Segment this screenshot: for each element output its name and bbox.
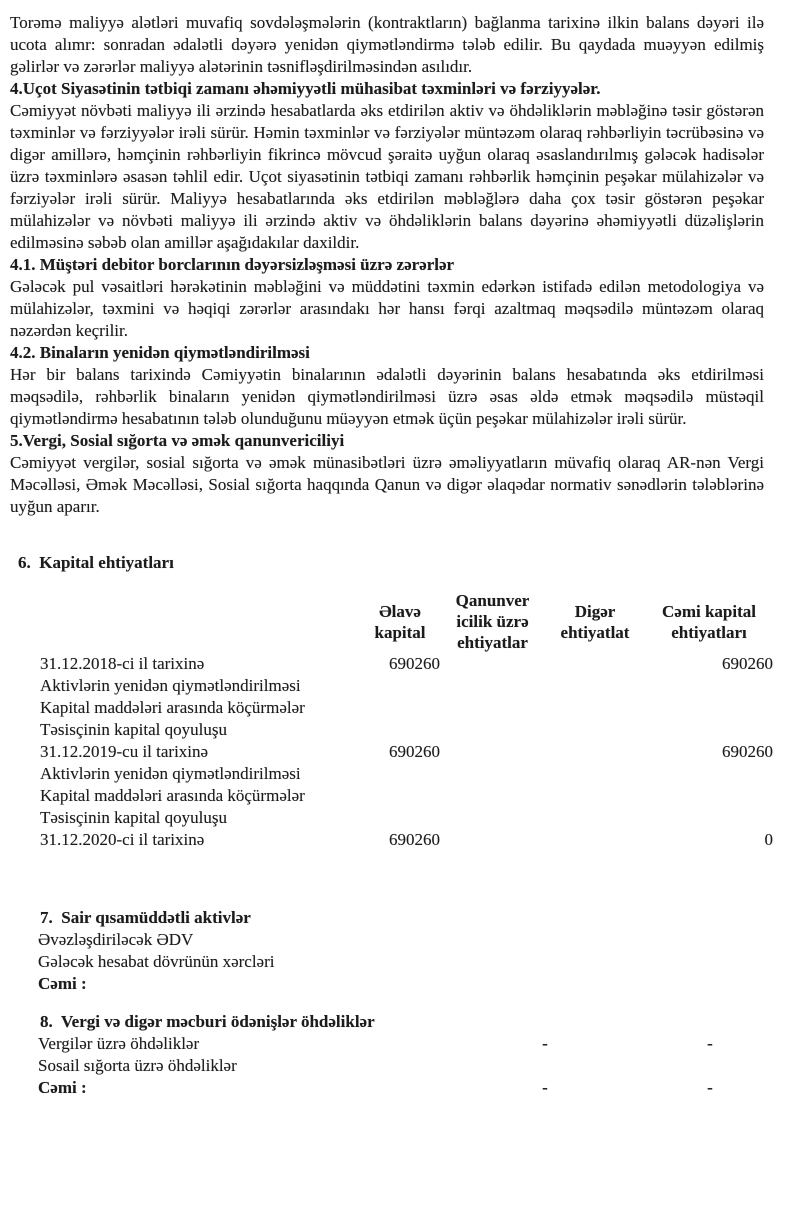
cell-cemi: 690260 [722,742,773,761]
cell-elave [360,763,440,785]
table-row [10,1077,770,1099]
capital-table-header-row [10,590,773,653]
cell-diger [545,829,645,851]
cell-value-1: - [542,1078,548,1097]
cell-elave [360,719,440,741]
column-header-empty [10,590,360,653]
section-5-body: Cəmiyyət vergilər, sosial sığorta və əmək münasibətləri üzrə əməliyyatların müvafiq olaraq AR-nən Vergi Məcəlləsi, Əmək Məcəlləsi, Sosial sığorta haqqında Qanun və digər əlaqədar normativ sənədlərin tələblərinə uyğun aparır. [10,453,764,516]
row-label: Aktivlərin yenidən qiymətləndirilməsi [40,676,301,695]
table-row [10,829,773,851]
section-5-heading: 5.Vergi, Sosial sığorta və əmək qanunvericiliyi [10,431,345,450]
row-label: Aktivlərin yenidən qiymətləndirilməsi [40,764,301,783]
cell-cemi [645,807,773,829]
row-label: Sosail sığorta üzrə öhdəliklər [38,1056,237,1075]
cell-qanun [440,675,545,697]
intro-paragraph: Torəmə maliyyə alətləri muvafiq sovdələşmələrin (kontraktların) bağlanma tarixinə ilkin balans dəyəri ilə ucota alımr: sonradan ədalətli dəyərə yenidən qiymətləndirmə tələb edilir. Bu qaydada muəyyən edilmiş gəlirlər və zərərlər maliyyə alətərinin təsnifləşdirilməsindən asılıdır. [10,13,764,76]
cell-diger [545,785,645,807]
cell-diger [545,807,645,829]
column-header-elave-kapital: Əlavə kapital [374,601,426,642]
cell-qanun [440,719,545,741]
row-label: Kapital maddələri arasında köçürmələr [40,786,305,805]
list-item: Əvəzləşdiriləcək ƏDV [38,930,194,949]
cell-diger [545,763,645,785]
cell-value-1: - [542,1034,548,1053]
cell-cemi [645,785,773,807]
cell-qanun [440,653,545,675]
column-header-diger-ehtiyatlar: Digər ehtiyatlat [560,601,630,642]
column-header-qanunvericilik: Qanunver icilik üzrə ehtiyatlar [455,591,530,652]
cell-qanun [440,741,545,763]
cell-qanun [440,829,545,851]
cell-elave [360,697,440,719]
total-label: Cəmi : [38,1078,87,1097]
cell-diger [545,741,645,763]
list-item: Gələcək hesabat dövrünün xərcləri [38,952,275,971]
cell-cemi [645,675,773,697]
section-4-body: Cəmiyyət növbəti maliyyə ili ərzində hesabatlarda əks etdirilən aktiv və öhdəliklərin məbləğinə təsir göstərən təxminlər və fərziyyələr irəli sürür. Həmin təxminlər və fərziyələr müntəzəm olaraq rəhbərliyin təcrübəsinə və digər amillərə, həmçinin rəhbərliyin fikrincə mövcud şəraitə uyğun olaraq əsaslandırılmış gələcək hadisələr üzrə təxminlərə əsasən təhlil edir. Uçot siyasətinin tətbiqi zamanı rəhbərlik həmçinin peşəkar mülahizələr və fərziyələr irəli sürür. Maliyyə hesabatlarında əks etdirilən məbləğlərə daha çox təsir göstərən peşəkar mülahizələr və növbəti maliyyə ili ərzində aktiv və öhdəliklərin balans dəyərinə əhəmiyyətli düzəlişlərin edilməsinə səbəb olan amillər aşağıdakılar daxildir. [10,101,764,252]
cell-value-2: - [707,1034,713,1053]
cell-diger [545,653,645,675]
row-label: Təsisçinin kapital qoyuluşu [40,808,227,827]
section-6-heading: 6. Kapital ehtiyatları [18,553,174,572]
table-row [10,653,773,675]
cell-diger [545,675,645,697]
cell-elave: 690260 [389,742,440,761]
row-label: 31.12.2019-cu il tarixinə [40,742,209,761]
row-label: Vergilər üzrə öhdəliklər [38,1034,200,1053]
cell-diger [545,719,645,741]
cell-cemi [645,763,773,785]
section-4-1-heading: 4.1. Müştəri debitor borclarının dəyərsizləşməsi üzrə zərərlər [10,255,455,274]
table-row [10,675,773,697]
cell-elave [360,785,440,807]
table-row [10,1055,770,1077]
cell-cemi [645,697,773,719]
section-4-2-body: Hər bir balans tarixində Cəmiyyətin binalarının ədalətli dəyərinin balans hesabatında əks etdirilməsi məqsədilə, rəhbərlik binaların yenidən qiymətləndirilməsi üzrə əsas əldə etmək məqsədilə müstəqil qiymətləndirmə hesabatının tələb olunduğunu müəyyən etmək üçün peşəkar mülahizələr irəli sürür. [10,365,764,428]
cell-diger [545,697,645,719]
cell-elave [360,675,440,697]
tax-liabilities-table [10,1033,770,1099]
cell-elave: 690260 [389,654,440,673]
cell-cemi: 690260 [722,654,773,673]
row-label: 31.12.2020-ci il tarixinə [40,830,205,849]
capital-reserves-table [10,590,773,851]
section-4-1-body: Gələcək pul vəsaitləri hərəkətinin məbləğini və müddətini təxmin edərkən istifadə edilən metodologiya və mülahizələr, təxmini və həqiqi zərərlər arasındakı hər hansı fərqi azaltmaq məqsədilə müntəzəm olaraq nəzərdən keçrilir. [10,277,764,340]
table-row [10,1033,770,1055]
cell-elave [360,807,440,829]
row-label: Təsisçinin kapital qoyuluşu [40,720,227,739]
row-label: Kapital maddələri arasında köçürmələr [40,698,305,717]
total-label: Cəmi : [38,974,87,993]
cell-qanun [440,697,545,719]
cell-elave: 690260 [389,830,440,849]
table-row [10,785,773,807]
cell-qanun [440,807,545,829]
table-row [10,807,773,829]
cell-cemi [645,719,773,741]
other-current-assets-list [38,929,764,995]
table-row [10,763,773,785]
cell-qanun [440,763,545,785]
cell-qanun [440,785,545,807]
section-4-2-heading: 4.2. Binaların yenidən qiymətləndirilməsi [10,343,310,362]
cell-cemi: 0 [764,830,773,849]
section-7-heading: 7. Sair qısamüddətli aktivlər [40,908,251,927]
section-8-heading: 8. Vergi və digər məcburi ödənişlər öhdəliklər [40,1012,375,1031]
cell-value-2 [650,1055,770,1077]
column-header-cemi-kapital: Cəmi kapital ehtiyatları [662,601,756,642]
cell-value-1 [440,1055,650,1077]
row-label: 31.12.2018-ci il tarixinə [40,654,205,673]
section-4-heading: 4.Uçot Siyasətinin tətbiqi zamanı əhəmiyyətli mühasibat təxminləri və fərziyyələr. [10,79,601,98]
table-row [10,719,773,741]
cell-value-2: - [707,1078,713,1097]
table-row [10,741,773,763]
table-row [10,697,773,719]
